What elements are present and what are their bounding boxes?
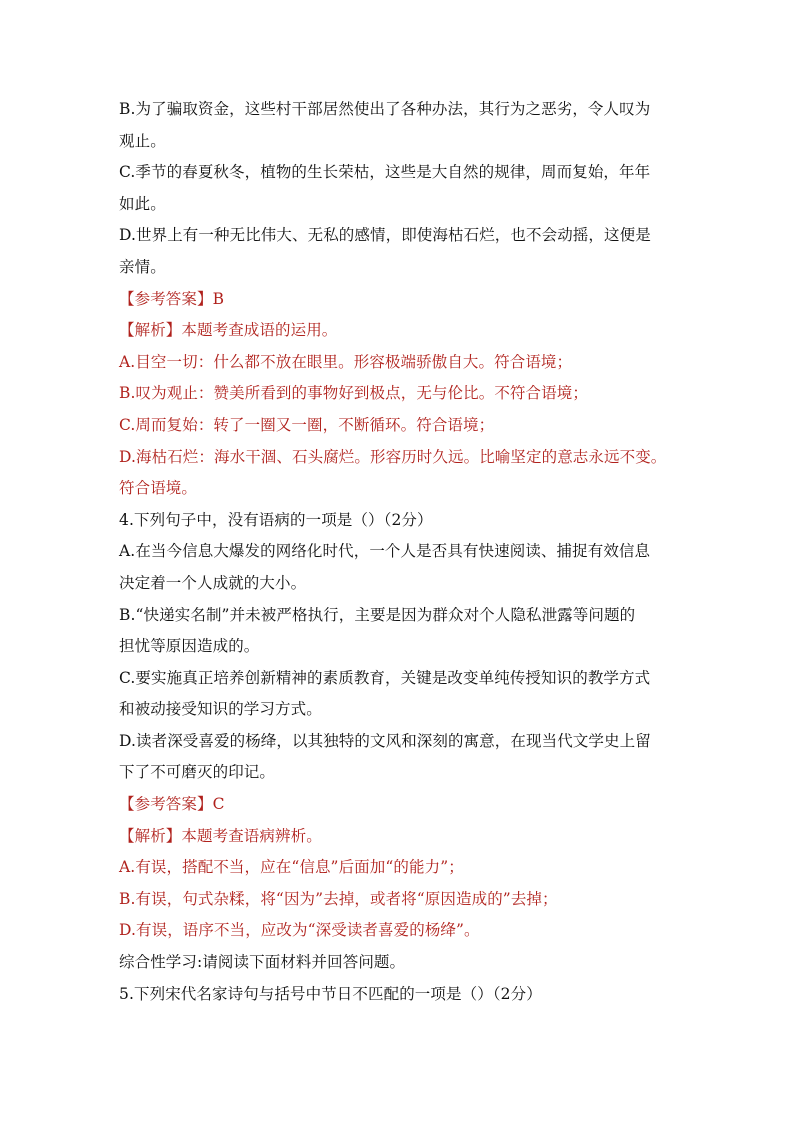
option-d-line-cont: 亲情。 (119, 257, 166, 276)
analysis-item-d: D.海枯石烂：海水干涸、石头腐烂。形容历时久远。比喻坚定的意志永远不变。 (119, 447, 667, 466)
q4-option-a-cont: 决定着一个人成就的大小。 (119, 573, 307, 592)
q4-reference-answer: 【参考答案】C (119, 795, 225, 814)
option-c-line-cont: 如此。 (119, 194, 166, 213)
reference-answer: 【参考答案】B (119, 289, 225, 308)
analysis-item-c: C.周而复始：转了一圈又一圈，不断循环。符合语境； (119, 415, 495, 434)
analysis-item-d-cont: 符合语境。 (119, 479, 198, 498)
option-d-line: D.世界上有一种无比伟大、无私的感情，即使海枯石烂，也不会动摇，这便是 (119, 226, 651, 245)
q4-option-b-cont: 担忧等原因造成的。 (119, 637, 260, 656)
q4-option-b: B.“快递实名制”并未被严格执行，主要是因为群众对个人隐私泄露等问题的 (119, 605, 636, 624)
q4-option-c-cont: 和被动接受知识的学习方式。 (119, 700, 322, 719)
section-comprehensive-study: 综合性学习:请阅读下面材料并回答问题。 (119, 953, 406, 972)
q4-analysis-b: B.有误，句式杂糅，将“因为”去掉，或者将“原因造成的”去掉； (119, 889, 558, 908)
question-4-stem: 4.下列句子中，没有语病的一项是（）（2分） (119, 510, 433, 529)
analysis-item-a: A.目空一切：什么都不放在眼里。形容极端骄傲自大。符合语境； (119, 352, 573, 371)
analysis-item-b: B.叹为观止：赞美所看到的事物好到极点，无与伦比。不符合语境； (119, 384, 588, 403)
option-c-line: C.季节的春夏秋冬，植物的生长荣枯，这些是大自然的规律，周而复始，年年 (119, 163, 651, 182)
question-5-stem: 5.下列宋代名家诗句与括号中节日不匹配的一项是（）（2分） (119, 984, 542, 1003)
option-b-line: B.为了骗取资金，这些村干部居然使出了各种办法，其行为之恶劣，令人叹为 (119, 100, 651, 118)
q4-analysis-d: D.有误，语序不当，应改为“深受读者喜爱的杨绛”。 (119, 921, 480, 940)
page-body (119, 94, 689, 1010)
q4-option-d-cont: 下了不可磨灭的印记。 (119, 763, 276, 782)
analysis-heading (119, 315, 689, 347)
option-b-line-cont: 观止。 (119, 131, 166, 150)
analysis-tag: 【解析】本题考查成语的运用。 (119, 321, 338, 340)
q4-analysis-a: A.有误，搭配不当，应在“信息”后面加“的能力”； (119, 858, 464, 877)
q4-analysis-heading: 【解析】本题考查语病辨析。 (119, 826, 322, 845)
q4-option-d: D.读者深受喜爱的杨绛，以其独特的文风和深刻的寓意，在现当代文学史上留 (119, 731, 651, 750)
q4-option-a: A.在当今信息大爆发的网络化时代，一个人是否具有快速阅读、捕捉有效信息 (119, 542, 651, 561)
q4-option-c: C.要实施真正培养创新精神的素质教育，关键是改变单纯传授知识的教学方式 (119, 668, 651, 687)
